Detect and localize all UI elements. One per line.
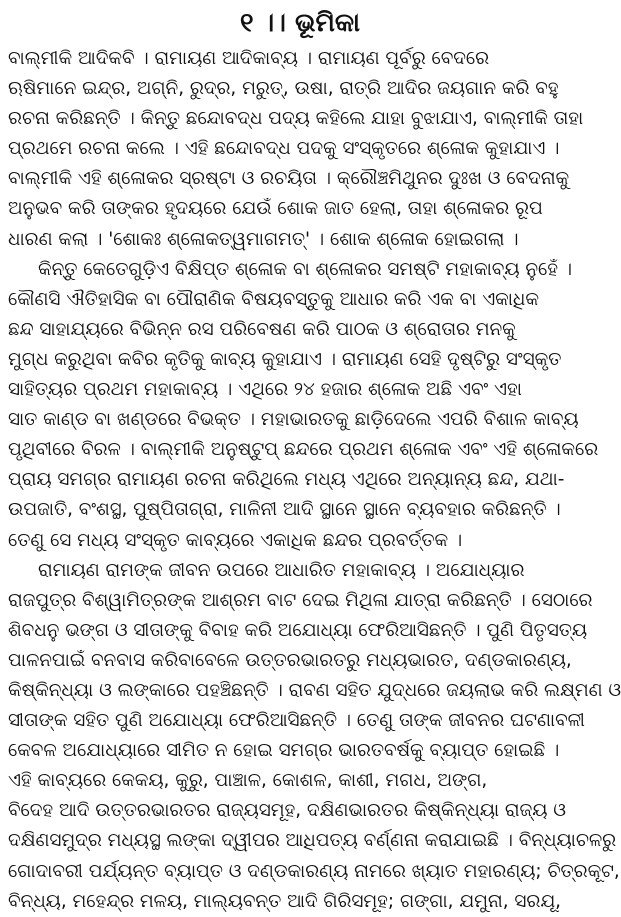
text-line: କିଷ୍କିନ୍ଧ୍ୟା ଓ ଲଙ୍କାରେ ପହଞ୍ଚିଛନ୍ତି । ରାବଣ ସହିତ ଯୁଦ୍ଧରେ ଜୟଲାଭ କରି ଲକ୍ଷ୍ମଣ ଓ: [8, 679, 621, 701]
text-line: ଏହି କାବ୍ୟରେ କେକୟ, କୁରୁ, ପାଞ୍ଚାଳ, କୋଶଳ, କାଶୀ, ମଗଧ, ଅଙ୍ଗ,: [8, 770, 488, 792]
chapter-title: ୧ ।। ଭୂମିକା: [239, 8, 361, 38]
text-line: ଗୋଦାବରୀ ପର୍ଯ୍ୟନ୍ତ ବ୍ୟାପ୍ତ ଓ ଦଣ୍ଡକାରଣ୍ୟ ନାମରେ ଖ୍ୟାତ ମହାରଣ୍ୟ; ଚିତ୍ରକୂଟ,: [8, 860, 620, 882]
text-line: ଧାରଣ କଲା । 'ଶୋକଃ ଶ୍ଳୋକତ୍ୱମାଗମତ୍' । ଶୋକ ଶ୍ଳୋକ ହୋଇଗଲା ।: [8, 228, 519, 250]
text-line: ଋଷିମାନେ ଇନ୍ଦ୍ର, ଅଗ୍ନି, ରୁଦ୍ର, ମରୁତ୍, ଉଷା, ରାତ୍ରି ଆଦିର ଜୟଗାନ କରି ବହୁ: [8, 78, 559, 100]
text-line: ଛନ୍ଦ ସାହାଯ୍ୟରେ ବିଭିନ୍ନ ରସ ପରିବେଷଣ କରି ପାଠକ ଓ ଶ୍ରୋତାର ମନକୁ: [8, 318, 516, 340]
text-line: କୌଣସି ଐତିହାସିକ ବା ପୌରାଣିକ ବିଷୟବସ୍ତୁକୁ ଆଧାର କରି ଏକ ବା ଏକାଧିକ: [8, 288, 539, 310]
text-line: ବିନ୍ଧ୍ୟ, ମହେନ୍ଦ୍ର ମଳୟ, ମାଲ୍ୟବନ୍ତ ଆଦି ଗିରିସମୂହ; ଗଙ୍ଗା, ଯମୁନା, ସରଯୂ,: [8, 890, 562, 912]
text-line: ସାତ କାଣ୍ଡ ବା ଖଣ୍ଡରେ ବିଭକ୍ତ । ମହାଭାରତକୁ ଛାଡ଼ିଦେଲେ ଏପରି ବିଶାଳ କାବ୍ୟ: [8, 409, 579, 431]
paragraph-3: [8, 556, 621, 917]
text-line: ମୁଗ୍ଧ କରୁଥିବା କବିର କୃତିକୁ କାବ୍ୟ କୁହାଯାଏ । ରାମାୟଣ ସେହି ଦୃଷ୍ଟିରୁ ସଂସ୍କୃତ: [8, 348, 562, 370]
text-line: ଦକ୍ଷିଣସମୁଦ୍ର ମଧ୍ୟସ୍ଥ ଲଙ୍କା ଦ୍ୱୀପର ଆଧିପତ୍ୟ ବର୍ଣ୍ଣନା କରାଯାଇଛି । ବିନ୍ଧ୍ୟାଚଳରୁ: [8, 830, 617, 852]
text-line: କେବଳ ଅଯୋଧ୍ୟାରେ ସୀମିତ ନ ହୋଇ ସମଗ୍ର ଭାରତବର୍ଷକୁ ବ୍ୟାପ୍ତ ହୋଇଛି ।: [8, 740, 560, 762]
text-line: ବିଦେହ ଆଦି ଉତ୍ତରଭାରତର ରାଜ୍ୟସମୂହ, ଦକ୍ଷିଣଭାରତର କିଷ୍କିନ୍ଧ୍ୟା ରାଜ୍ୟ ଓ: [8, 800, 566, 822]
text-line: ରାଜପୁତ୍ର ବିଶ୍ୱାମିତ୍ରଙ୍କ ଆଶ୍ରମ ବାଟ ଦେଇ ମିଥିଳା ଯାତ୍ରା କରିଛନ୍ତି । ସେଠାରେ: [8, 589, 593, 611]
text-line: ଉପଜାତି, ବଂଶସ୍ଥ, ପୁଷ୍ପିତାଗ୍ରା, ମାଳିନୀ ଆଦି ସ୍ଥାନେ ସ୍ଥାନେ ବ୍ୟବହାର କରିଛନ୍ତି ।: [8, 499, 561, 521]
paragraph-1: [8, 44, 592, 255]
text-line: ପ୍ରଥମେ ରଚନା କଲେ । ଏହି ଛନ୍ଦୋବଦ୍ଧ ପଦକୁ ସଂସ୍କୃତରେ ଶ୍ଳୋକ କୁହାଯାଏ ।: [8, 138, 560, 160]
paragraph-2: [8, 255, 599, 556]
text-line: କିନ୍ତୁ କେତେଗୁଡ଼ିଏ ବିକ୍ଷିପ୍ତ ଶ୍ଳୋକ ବା ଶ୍ଳୋକର ସମଷ୍ଟି ମହାକାବ୍ୟ ନୁହେଁ ।: [38, 258, 573, 280]
text-line: ବାଲ୍ମୀକି ଏହି ଶ୍ଳୋକର ସ୍ରଷ୍ଟା ଓ ରଚୟିତା । କ୍ରୌଞ୍ଚମିଥୁନର ଦୁଃଖ ଓ ବେଦନାକୁ: [8, 168, 570, 190]
text-line: ତେଣୁ ସେ ମଧ୍ୟ ସଂସ୍କୃତ କାବ୍ୟରେ ଏକାଧିକ ଛନ୍ଦର ପ୍ରବର୍ତ୍ତକ ।: [8, 529, 463, 551]
text-line: ରଚନା କରିଛନ୍ତି । କିନ୍ତୁ ଛନ୍ଦୋବଦ୍ଧ ପଦ୍ୟ କହିଲେ ଯାହା ବୁଝାଯାଏ, ବାଲ୍ମୀକି ତାହା: [8, 108, 584, 130]
text-line: ପାଳନପାଇଁ ବନବାସ କରିବାବେଳେ ଉତ୍ତରଭାରତରୁ ମଧ୍ୟଭାରତ, ଦଣ୍ଡକାରଣ୍ୟ,: [8, 649, 572, 671]
text-line: ସାହିତ୍ୟର ପ୍ରଥମ ମହାକାବ୍ୟ । ଏଥିରେ ୨୪ ହଜାର ଶ୍ଳୋକ ଅଛି ଏବଂ ଏହା: [8, 379, 522, 401]
text-line: ଅନୁଭବ କରି ତାଙ୍କର ହୃଦୟରେ ଯେଉଁ ଶୋକ ଜାତ ହେଲା, ତାହା ଶ୍ଳୋକର ରୂପ: [8, 198, 543, 220]
text-line: ପ୍ରାୟ ସମଗ୍ର ରାମାୟଣ ରଚନା କରିଥିଲେ ମଧ୍ୟ ଏଥିରେ ଅନ୍ୟାନ୍ୟ ଛନ୍ଦ, ଯଥା-: [8, 469, 565, 491]
text-line: ଶିବଧନୁ ଭଙ୍ଗ ଓ ସୀତାଙ୍କୁ ବିବାହ କରି ଅଯୋଧ୍ୟା ଫେରିଆସିଛନ୍ତି । ପୁଣି ପିତୃସତ୍ୟ: [8, 619, 587, 641]
text-line: ରାମାୟଣ ରାମଙ୍କ ଜୀବନ ଉପରେ ଆଧାରିତ ମହାକାବ୍ୟ । ଅଯୋଧ୍ୟାର: [38, 559, 525, 581]
text-line: ସୀତାଙ୍କ ସହିତ ପୁଣି ଅଯୋଧ୍ୟା ଫେରିଆସିଛନ୍ତି । ତେଣୁ ତାଙ୍କ ଜୀବନର ଘଟଣାବଳୀ: [8, 710, 585, 732]
text-line: ବାଲ୍ମୀକି ଆଦିକବି । ରାମାୟଣ ଆଦିକାବ୍ୟ । ରାମାୟଣ ପୂର୍ବରୁ ବେଦରେ: [8, 48, 490, 69]
text-line: ପୃଥିବୀରେ ବିରଳ । ବାଲ୍ମୀକି ଅନୁଷ୍ଟୁପ୍ ଛନ୍ଦରେ ପ୍ରଥମ ଶ୍ଳୋକ ଏବଂ ଏହି ଶ୍ଳୋକରେ: [8, 439, 599, 461]
